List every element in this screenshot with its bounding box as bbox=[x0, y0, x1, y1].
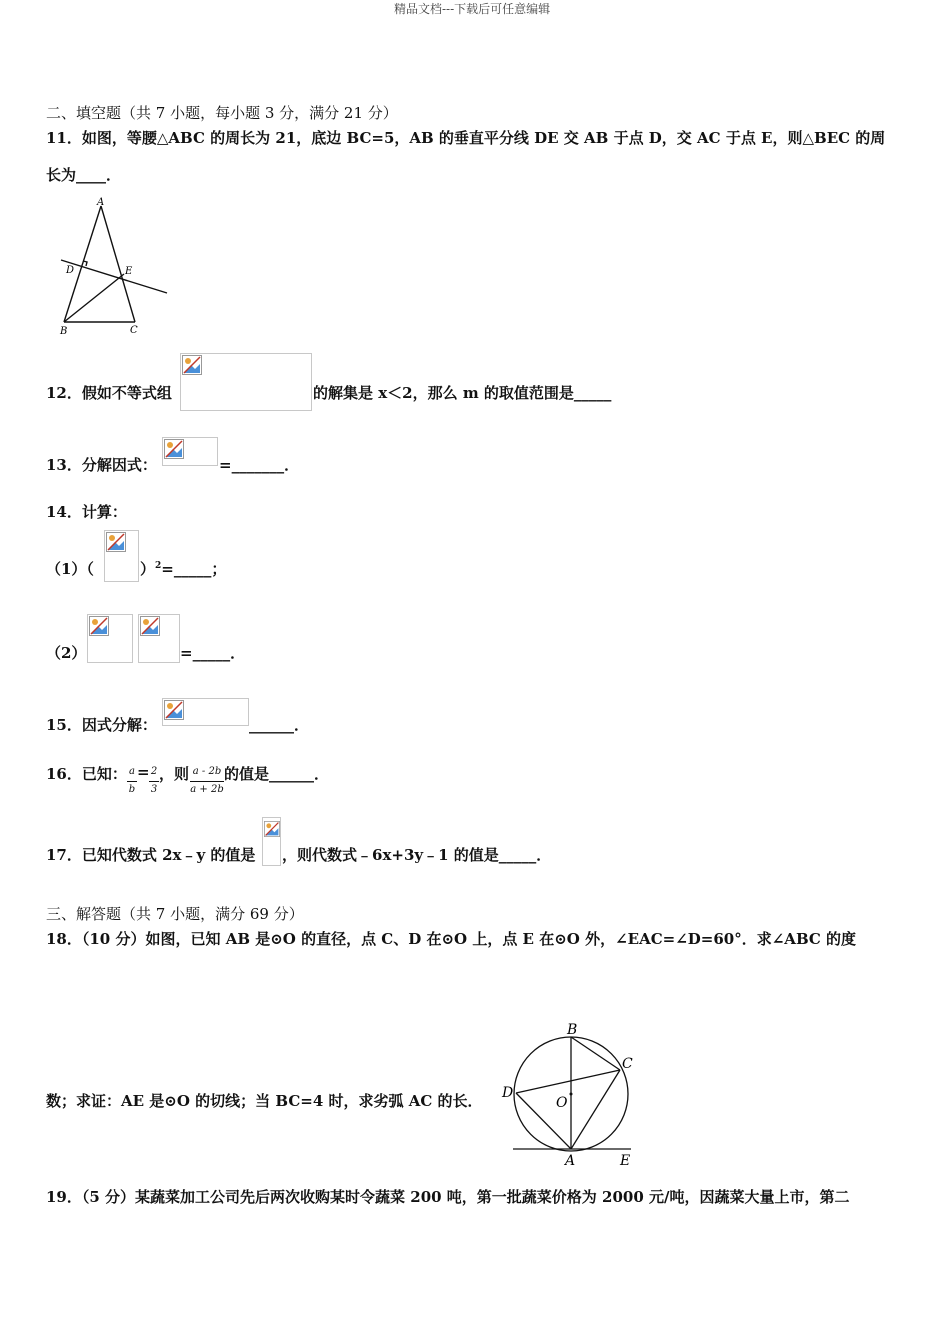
question-11-line-2: 长为____． bbox=[46, 166, 122, 184]
label-d: D bbox=[66, 265, 75, 276]
center-point bbox=[570, 1093, 573, 1096]
question-14-title: 14．计算： bbox=[46, 503, 127, 521]
question-16-middle: ，则 bbox=[159, 765, 190, 783]
question-17-prefix: 17．已知代数式 2x﹣y 的值是 bbox=[46, 846, 256, 864]
label-b: B bbox=[60, 326, 68, 337]
label-b: B bbox=[567, 1022, 578, 1038]
right-angle-mark bbox=[83, 261, 87, 266]
factorize-expression-image bbox=[162, 698, 249, 726]
label-e: E bbox=[125, 266, 133, 277]
fraction-3-bar bbox=[190, 781, 224, 782]
broken-image-icon bbox=[182, 355, 202, 375]
broken-image-icon bbox=[264, 819, 280, 839]
label-c: C bbox=[130, 325, 138, 336]
exponent: 2 bbox=[155, 561, 162, 571]
fraction-2-numerator: 2 bbox=[150, 766, 158, 777]
part-2-expression-image-2 bbox=[138, 614, 180, 663]
fraction-1-bar bbox=[127, 781, 137, 782]
part-2-expression-image-1 bbox=[87, 614, 133, 663]
page-header: 精品文档---下载后可任意编辑 bbox=[394, 2, 551, 16]
question-18-line-1: 18．（10 分）如图，已知 AB 是⊙O 的直径，点 C、D 在⊙O 上，点 E 在⊙O 外，∠EAC=∠D=60°．求∠ABC 的度 bbox=[46, 930, 857, 948]
label-o: O bbox=[556, 1095, 568, 1111]
fraction-1-numerator: a bbox=[129, 766, 135, 777]
broken-image-icon bbox=[106, 532, 126, 552]
question-12-prefix: 12．假如不等式组 bbox=[46, 384, 172, 402]
perpendicular-bisector-de bbox=[61, 260, 167, 293]
fraction-3-denominator: a + 2b bbox=[190, 784, 224, 795]
value-expression-image bbox=[262, 817, 281, 866]
broken-image-icon bbox=[164, 439, 184, 459]
broken-image-icon bbox=[164, 700, 184, 720]
chord-dc bbox=[516, 1070, 620, 1093]
fraction-3-numerator: a - 2b bbox=[192, 766, 222, 777]
triangle-figure bbox=[55, 196, 175, 338]
segment-be bbox=[64, 274, 124, 322]
fraction-1-denominator: b bbox=[128, 784, 136, 795]
question-14-part-1-close bbox=[140, 558, 226, 579]
question-13-prefix: 13．分解因式： bbox=[46, 456, 157, 474]
question-15-prefix: 15．因式分解： bbox=[46, 716, 157, 734]
close-paren: ） bbox=[140, 560, 156, 578]
question-14-part-1-prefix: （1）（ bbox=[46, 560, 94, 578]
question-15-suffix: ______． bbox=[249, 716, 310, 734]
question-19-line-1: 19．（5 分）某蔬菜加工公司先后两次收购某时令蔬菜 200 吨，第一批蔬菜价格为 2000 元/吨，因蔬菜大量上市，第二 bbox=[46, 1188, 850, 1206]
part-1-expression-image bbox=[104, 530, 139, 582]
section-2-title: 二、填空题（共 7 小题，每小题 3 分，满分 21 分） bbox=[46, 104, 398, 122]
question-14-part-2-suffix: =_____． bbox=[180, 644, 246, 662]
question-13-suffix: =_______． bbox=[219, 456, 300, 474]
question-16-suffix: 的值是______． bbox=[224, 765, 330, 783]
question-16-prefix: 16．已知： bbox=[46, 765, 127, 783]
question-12-suffix: 的解集是 x＜2，那么 m 的取值范围是_____ bbox=[313, 384, 612, 402]
segment-ab bbox=[64, 206, 101, 322]
broken-image-icon bbox=[140, 616, 160, 636]
segment-ac bbox=[101, 206, 135, 322]
inequality-system-image bbox=[180, 353, 312, 411]
question-11-line-1: 11．如图，等腰△ABC 的周长为 21，底边 BC=5，AB 的垂直平分线 DE 交 AB 于点 D，交 AC 于点 E，则△BEC 的周 bbox=[46, 129, 886, 147]
question-14-part-2-prefix: （2） bbox=[46, 644, 87, 662]
question-18-line-2: 数；求证：AE 是⊙O 的切线；当 BC=4 时，求劣弧 AC 的长． bbox=[46, 1092, 483, 1110]
fraction-2-denominator: 3 bbox=[150, 784, 158, 795]
label-a: A bbox=[97, 197, 105, 208]
chord-ca bbox=[571, 1070, 620, 1149]
equals-sign: = bbox=[137, 763, 150, 781]
circle-figure bbox=[497, 1018, 642, 1170]
label-e: E bbox=[620, 1153, 631, 1169]
factor-expression-image bbox=[162, 437, 218, 466]
question-17-suffix: ，则代数式﹣6x+3y﹣1 的值是_____． bbox=[282, 846, 552, 864]
label-a: A bbox=[565, 1153, 576, 1169]
answer-blank: =_____； bbox=[161, 560, 227, 578]
broken-image-icon bbox=[89, 616, 109, 636]
fraction-2-bar bbox=[149, 781, 159, 782]
section-3-title: 三、解答题（共 7 小题，满分 69 分） bbox=[46, 905, 304, 923]
label-c: C bbox=[622, 1056, 633, 1072]
label-d: D bbox=[502, 1085, 514, 1101]
